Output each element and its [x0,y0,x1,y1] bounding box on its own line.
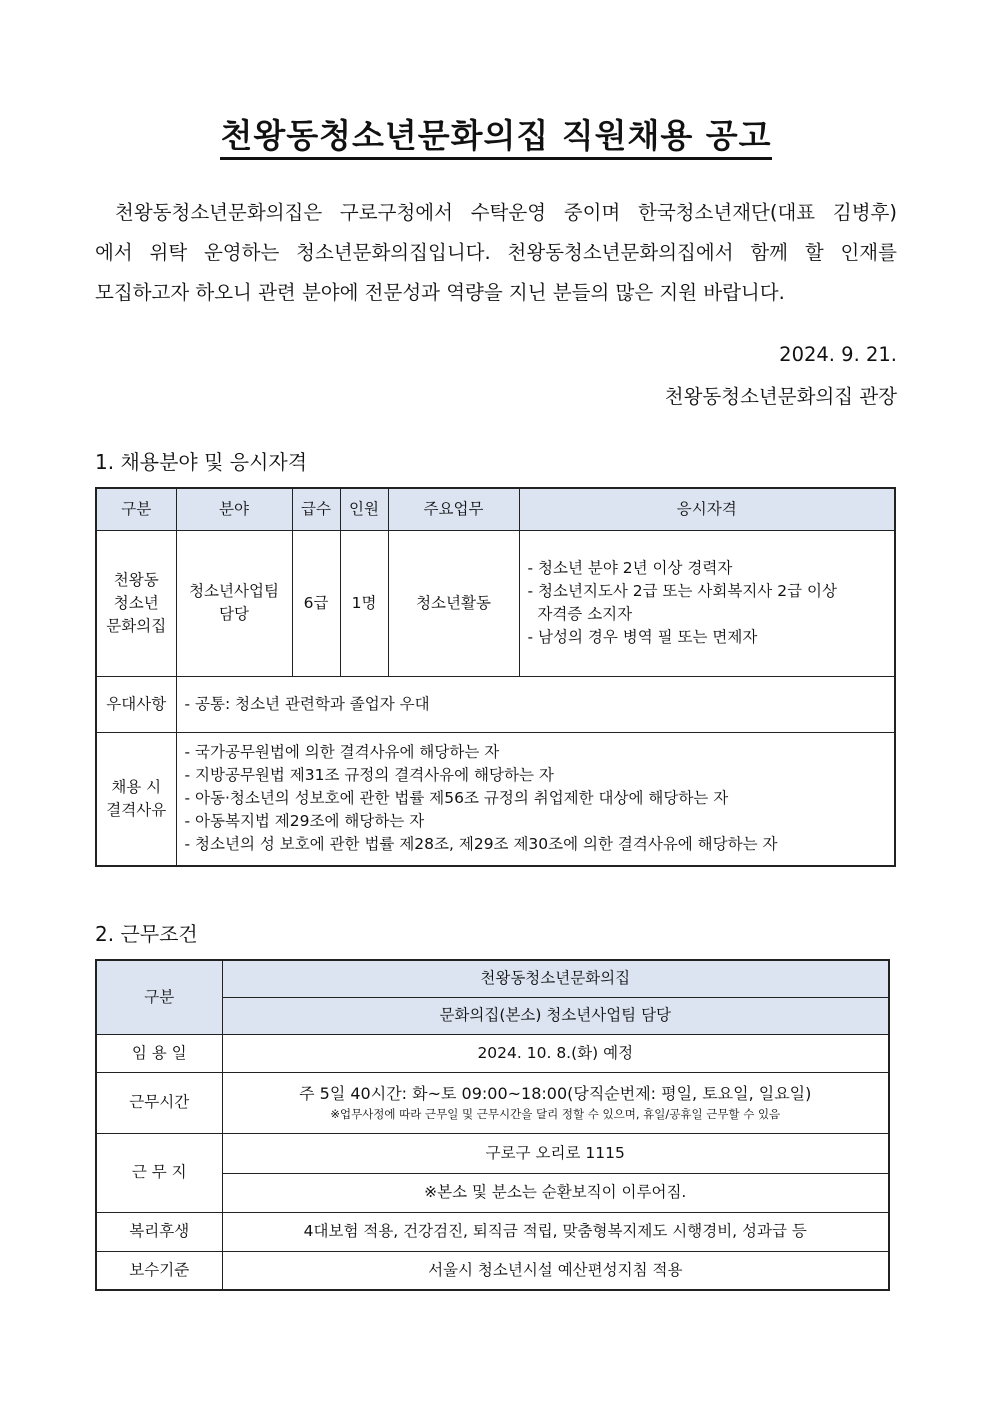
place-label: 근 무 지 [96,1133,222,1212]
intro-paragraph [95,193,897,313]
grade-cell: 6급 [292,530,340,676]
header-cell: 구분 [96,488,176,530]
pay-cell: 서울시 청소년시설 예산편성지침 적용 [222,1251,889,1290]
preference-label: 우대사항 [96,676,176,732]
page-title: 천왕동청소년문화의집 직원채용 공고 [0,110,992,157]
qualifications-cell [519,530,895,676]
disqualification-item: - 아동·청소년의 성보호에 관한 법률 제56조 규정의 취업제한 대상에 해당하는 자 [184,789,729,808]
header-cell: 급수 [292,488,340,530]
field-cell: 청소년사업팀 담당 [176,530,292,676]
preference-cell: - 공통: 청소년 관련학과 졸업자 우대 [176,676,895,732]
section-heading-conditions: 2. 근무조건 [95,922,198,946]
header-label-cell: 구분 [96,960,222,1034]
recruitment-table [95,487,896,867]
intro-line: 모집하고자 하오니 관련 분야에 전문성과 역량을 지닌 분들의 많은 지원 바랍니다. [95,281,785,304]
place-cell: 구로구 오리로 1115 [222,1133,889,1173]
signer: 천왕동청소년문화의집 관장 [664,385,897,408]
appoint-label: 임 용 일 [96,1034,222,1072]
pay-label: 보수기준 [96,1251,222,1290]
duty-cell: 청소년활동 [388,530,519,676]
hours-cell [222,1072,889,1133]
header-org-cell: 천왕동청소년문화의집 [222,960,889,997]
appoint-cell: 2024. 10. 8.(화) 예정 [222,1034,889,1072]
header-cell: 주요업무 [388,488,519,530]
section-heading-recruitment: 1. 채용분야 및 응시자격 [95,450,308,474]
qualification-item: - 청소년지도사 2급 또는 사회복지사 2급 이상 [527,582,837,600]
header-cell: 응시자격 [519,488,895,530]
qualification-item: 자격증 소지자 [527,605,633,623]
disqualification-item: - 청소년의 성 보호에 관한 법률 제28조, 제29조 제30조에 의한 결격사유에 해당하는 자 [184,835,778,854]
announcement-date: 2024. 9. 21. [779,343,897,366]
disqualification-item: - 지방공무원법 제31조 규정의 결격사유에 해당하는 자 [184,766,554,785]
qualification-item: - 남성의 경우 병역 필 또는 면제자 [527,628,758,646]
hours-note: ※업무사정에 따라 근무일 및 근무시간을 달리 정할 수 있으며, 휴일/공휴일 근무할 수 있음 [330,1107,781,1121]
welfare-cell: 4대보험 적용, 건강검진, 퇴직금 적립, 맞춤형복지제도 시행경비, 성과급 등 [222,1212,889,1251]
header-cell: 분야 [176,488,292,530]
hours-label: 근무시간 [96,1072,222,1133]
welfare-label: 복리후생 [96,1212,222,1251]
hours-text: 주 5일 40시간: 화~토 09:00~18:00(당직순번제: 평일, 토요일, 일요일) [299,1084,812,1103]
place-note-cell: ※본소 및 분소는 순환보직이 이루어짐. [222,1173,889,1212]
org-cell: 천왕동 청소년 문화의집 [96,530,176,676]
count-cell: 1명 [340,530,388,676]
disqualifications-cell [176,732,895,866]
header-team-cell: 문화의집(본소) 청소년사업팀 담당 [222,997,889,1034]
qualification-item: - 청소년 분야 2년 이상 경력자 [527,559,733,577]
conditions-table [95,959,890,1291]
header-cell: 인원 [340,488,388,530]
disqualification-label: 채용 시 결격사유 [96,732,176,866]
disqualification-item: - 아동복지법 제29조에 해당하는 자 [184,812,425,831]
intro-line: 천왕동청소년문화의집은 구로구청에서 수탁운영 중이며 한국청소년재단(대표 김병후) [115,201,897,224]
intro-line: 에서 위탁 운영하는 청소년문화의집입니다. 천왕동청소년문화의집에서 함께 할 인재를 [95,241,897,264]
disqualification-item: - 국가공무원법에 의한 결격사유에 해당하는 자 [184,743,500,762]
